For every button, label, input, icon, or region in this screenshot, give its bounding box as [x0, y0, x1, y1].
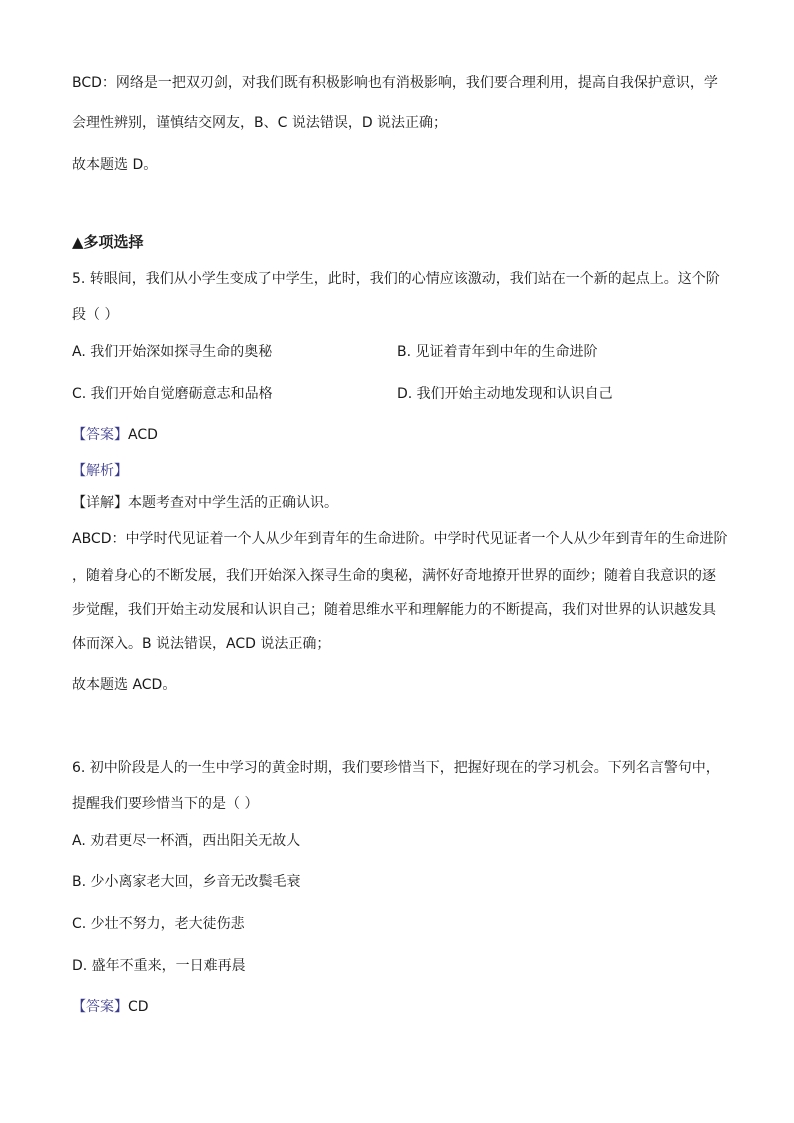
answer-tag: 【答案】	[72, 427, 128, 443]
q5-conclusion: 故本题选 ACD。	[72, 677, 177, 693]
prev-explanation-line-2: 会理性辨别，谨慎结交网友，B、C 说法错误，D 说法正确；	[72, 115, 448, 131]
q5-explanation-line-4: 体而深入。B 说法错误，ACD 说法正确；	[72, 636, 331, 652]
q5-stem-line-1: 5. 转眼间，我们从小学生变成了中学生，此时，我们的心情应该激动，我们站在一个新的起点上。这个阶	[72, 271, 720, 287]
q5-answer	[72, 425, 734, 445]
section-title: ▲多项选择	[72, 233, 144, 251]
q5-option-d: D. 我们开始主动地发现和认识自己	[397, 386, 613, 402]
q5-explanation-line-3: 步觉醒，我们开始主动发展和认识自己；随着思维水平和理解能力的不断提高，我们对世界的认识越发具	[72, 602, 716, 618]
q5-analysis-tag: 【解析】	[72, 463, 128, 479]
prev-explanation-line-1: BCD：网络是一把双刃剑，对我们既有积极影响也有消极影响，我们要合理利用，提高自我保护意识，学	[72, 75, 718, 91]
detail-text: 本题考查对中学生活的正确认识。	[128, 495, 338, 511]
q6-option-c: C. 少壮不努力，老大徒伤悲	[72, 916, 245, 932]
q5-explanation-line-2: ，随着身心的不断发展，我们开始深入探寻生命的奥秘，满怀好奇地撩开世界的面纱；随着自我意识的逐	[72, 568, 716, 584]
q5-option-a: A. 我们开始深如探寻生命的奥秘	[72, 344, 273, 360]
detail-tag: 【详解】	[72, 495, 128, 511]
prev-conclusion: 故本题选 D。	[72, 157, 158, 173]
q5-explanation-line-1: ABCD：中学时代见证着一个人从少年到青年的生命进阶。中学时代见证者一个人从少年到青年的生命进阶	[72, 531, 728, 547]
q6-stem-line-1: 6. 初中阶段是人的一生中学习的黄金时期，我们要珍惜当下，把握好现在的学习机会。下列名言警句中，	[72, 760, 720, 776]
q6-stem-line-2: 提醒我们要珍惜当下的是（ ）	[72, 796, 259, 812]
q6-option-b: B. 少小离家老大回，乡音无改鬓毛衰	[72, 874, 301, 890]
answer-tag: 【答案】	[72, 999, 128, 1015]
q5-stem-line-2: 段（ ）	[72, 307, 119, 323]
answer-value: CD	[128, 999, 149, 1015]
answer-value: ACD	[128, 427, 158, 443]
q5-option-b: B. 见证着青年到中年的生命进阶	[397, 344, 598, 360]
q6-answer	[72, 997, 734, 1017]
q6-option-a: A. 劝君更尽一杯酒，西出阳关无故人	[72, 833, 301, 849]
q6-option-d: D. 盛年不重来，一日难再晨	[72, 958, 246, 974]
q5-detail	[72, 493, 734, 513]
q5-option-c: C. 我们开始自觉磨砺意志和品格	[72, 386, 273, 402]
